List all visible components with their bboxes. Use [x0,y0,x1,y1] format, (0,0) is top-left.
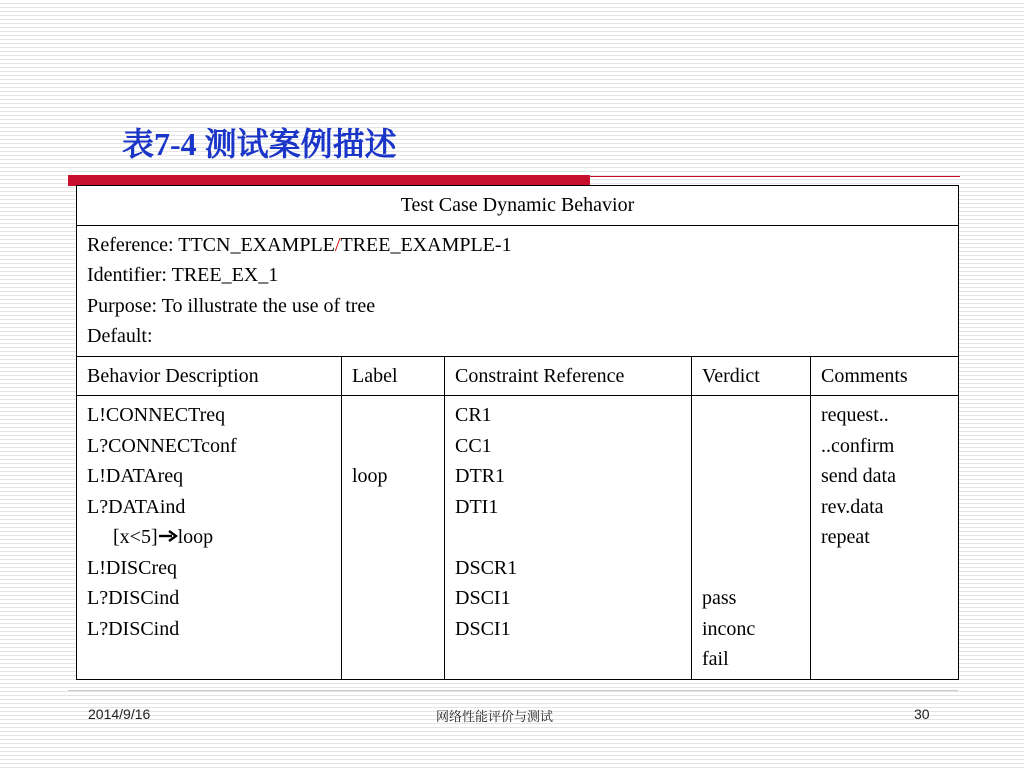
verdict-line [702,492,800,523]
label-line [352,400,434,431]
label-line [352,492,434,523]
constraint-line: DSCI1 [455,617,511,640]
purpose-line: Purpose: To illustrate the use of tree [87,294,376,317]
label-line: loop [352,465,388,487]
column-header-constraint: Constraint Reference [445,356,692,396]
constraint-cell [445,396,692,680]
identifier-line: Identifier: TREE_EX_1 [87,264,279,286]
behavior-loop-line [87,522,331,553]
comments-cell [811,396,959,680]
verdict-line [702,400,800,431]
column-header-verdict: Verdict [692,356,811,396]
constraint-line: DSCI1 [455,587,511,609]
comment-line: request.. [821,404,889,426]
column-header-comments: Comments [811,356,959,396]
table-info-row [77,225,959,356]
footer-course-title: 网络性能评价与测试 [436,710,554,725]
verdict-line: inconc [702,617,756,640]
reference-slash: / [334,233,341,256]
footer-date: 2014/9/16 [88,706,151,722]
comment-line [821,614,948,645]
slide-title: 表7-4 测试案例描述 [122,126,397,162]
verdict-line [702,461,800,492]
constraint-line: CR1 [455,404,492,426]
label-line [352,522,434,553]
constraint-line [455,522,681,553]
label-line [352,614,434,645]
verdict-line: fail [702,648,729,670]
table-body-row [77,396,959,680]
behavior-line: L?DISCind [87,617,180,640]
behavior-cell [77,396,342,680]
behavior-line: L!DATAreq [87,465,184,487]
reference-suffix: TREE_EXAMPLE-1 [340,233,512,256]
column-header-behavior: Behavior Description [77,356,342,396]
label-line [352,553,434,584]
verdict-line [702,431,800,462]
comment-line [821,583,948,614]
column-header-label: Label [342,356,445,396]
table-column-header-row [77,356,959,396]
default-line: Default: [87,325,153,347]
reference-line [87,230,948,261]
footer-rule [68,690,958,691]
table-header-row [77,186,959,226]
title-accent-line [590,176,960,177]
verdict-line [702,522,800,553]
verdict-line: pass [702,587,737,609]
comment-line: repeat [821,526,870,548]
label-line [352,583,434,614]
label-line [352,431,434,462]
table-header: Test Case Dynamic Behavior [77,186,959,226]
comment-line: send data [821,465,896,487]
comment-line [821,553,948,584]
behavior-line: L?CONNECTconf [87,434,237,457]
table-info-cell [77,225,959,356]
behavior-line: L!CONNECTreq [87,404,226,426]
loop-condition: [x<5] [113,526,158,548]
comment-line: rev.data [821,495,884,518]
behavior-line: L?DATAind [87,495,186,518]
test-case-table [76,185,959,680]
verdict-cell [692,396,811,680]
loop-target: loop [177,526,214,548]
footer-page-number: 30 [914,706,930,722]
constraint-line: DTR1 [455,465,505,487]
constraint-line: DTI1 [455,495,499,518]
constraint-line: CC1 [455,434,492,457]
right-arrow-icon [158,529,178,543]
verdict-line [702,553,800,584]
behavior-line: L!DISCreq [87,556,177,579]
comment-line: ..confirm [821,434,895,457]
label-cell [342,396,445,680]
constraint-line: DSCR1 [455,556,518,579]
behavior-line: L?DISCind [87,587,180,609]
reference-prefix: Reference: TTCN_EXAMPLE [87,233,335,256]
